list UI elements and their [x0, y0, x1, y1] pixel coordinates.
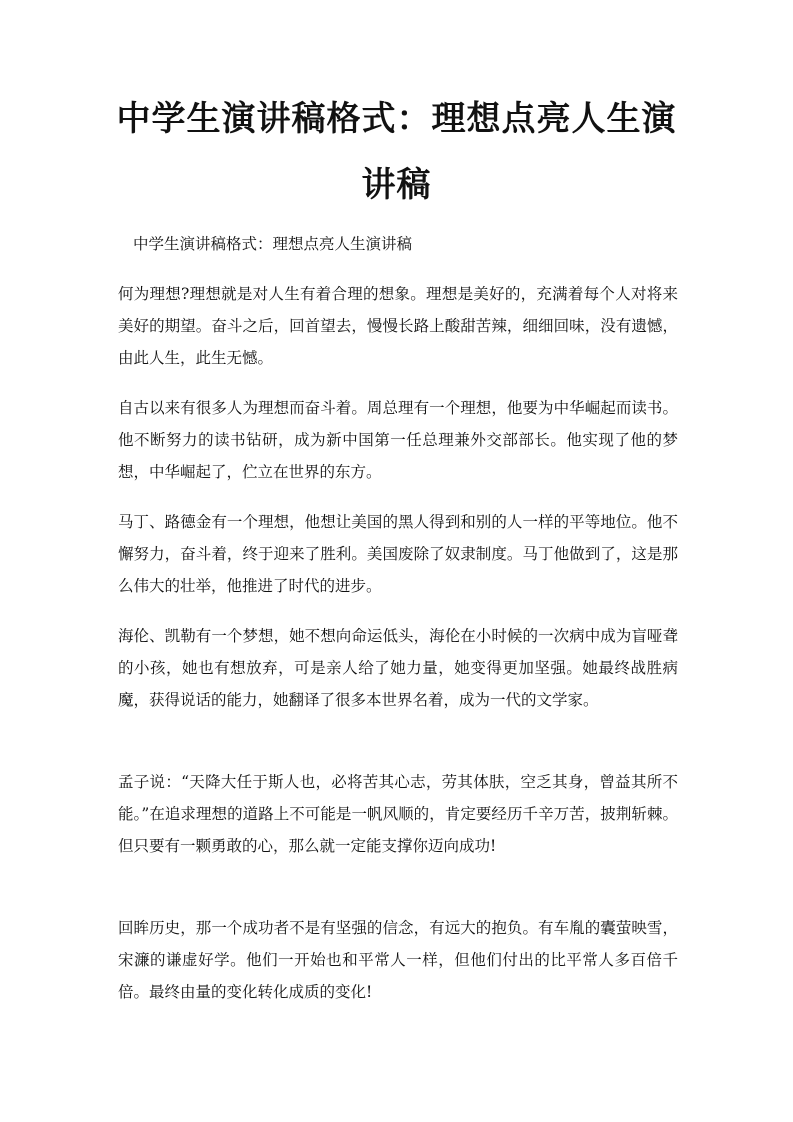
paragraph-history-review: 回眸历史，那一个成功者不是有坚强的信念，有远大的抱负。有车胤的囊萤映雪，宋濂的谦虚好学。他们一开始也和平常人一样，但他们付出的比平常人多百倍千倍。最终由量的变化转化成质的变化!	[118, 919, 678, 1001]
paragraph-ideal-definition: 何为理想?理想就是对人生有着合理的想象。理想是美好的，充满着每个人对将来美好的期望。奋斗之后，回首望去，慢慢长路上酸甜苦辣，细细回味，没有遗憾，由此人生，此生无憾。	[118, 285, 678, 367]
paragraph-mencius-quote: 孟子说：“天降大任于斯人也，必将苦其心志，劳其体肤，空乏其身，曾益其所不能。”在追求理想的道路上不可能是一帆风顺的，肯定要经历千辛万苦，披荆斩棘。但只要有一颗勇敢的心，那么就一定能支撑你迈向成功!	[118, 773, 678, 855]
paragraph-helen-keller: 海伦、凯勒有一个梦想，她不想向命运低头，海伦在小时候的一次病中成为盲哑聋的小孩，她也有想放弃，可是亲人给了她力量，她变得更加坚强。她最终战胜病魔，获得说话的能力，她翻译了很多本世界名着，成为一代的文学家。	[118, 627, 678, 709]
document-title: 中学生演讲稿格式：理想点亮人生演讲稿	[116, 99, 677, 205]
document-subtitle: 中学生演讲稿格式：理想点亮人生演讲稿	[133, 235, 413, 253]
paragraph-martin-luther-king: 马丁、路德金有一个理想，他想让美国的黑人得到和别的人一样的平等地位。他不懈努力，奋斗着，终于迎来了胜利。美国废除了奴隶制度。马丁他做到了，这是那么伟大的壮举，他推进了时代的进步。	[118, 513, 678, 595]
paragraph-zhou-enlai: 自古以来有很多人为理想而奋斗着。周总理有一个理想，他要为中华崛起而读书。他不断努力的读书钻研，成为新中国第一任总理兼外交部部长。他实现了他的梦想，中华崛起了，伫立在世界的东方。	[118, 399, 678, 481]
